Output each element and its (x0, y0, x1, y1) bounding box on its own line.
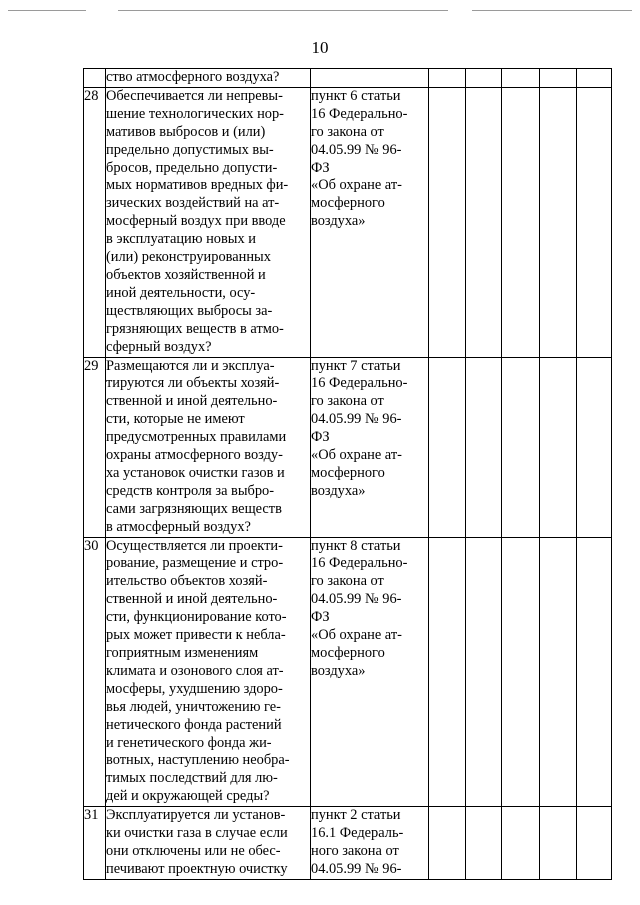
requirement-question (106, 69, 311, 88)
row-number: 31 (84, 807, 106, 880)
row-number: 28 (84, 87, 106, 357)
reference-line: пункт 7 статьи (311, 357, 401, 374)
requirements-table (83, 68, 612, 880)
answer-cell (540, 357, 577, 537)
question-line: предусмотренных правилами (106, 429, 287, 446)
question-line: рых может привести к небла- (106, 627, 286, 644)
reference-line: 04.05.99 № 96- (311, 411, 402, 428)
answer-cell (577, 357, 612, 537)
legal-reference (311, 537, 429, 807)
question-line: зических воздействий на ат- (106, 195, 280, 212)
header-rule-right (472, 10, 632, 11)
answer-cell (429, 69, 466, 88)
question-line: бросов, предельно допусти- (106, 159, 278, 176)
reference-line: пункт 8 статьи (311, 537, 401, 554)
question-line: в атмосферный воздух? (106, 518, 251, 535)
reference-line: го закона от (311, 123, 384, 140)
table-row (84, 807, 612, 880)
reference-line: мосферного (311, 195, 385, 212)
question-line: ство атмосферного воздуха? (106, 69, 280, 85)
question-line: ственной и иной деятельно- (106, 393, 278, 410)
answer-cell (466, 807, 502, 880)
answer-cell (429, 357, 466, 537)
question-line: ществляющих выбросы за- (106, 302, 273, 319)
answer-cell (429, 87, 466, 357)
row-number: 30 (84, 537, 106, 807)
question-line: грязняющих веществ в атмо- (106, 320, 284, 337)
question-line: они отключены или не обес- (106, 842, 281, 859)
reference-line: 04.05.99 № 96- (311, 860, 402, 877)
question-line: охраны атмосферного возду- (106, 447, 283, 464)
question-line: гоприятным изменениям (106, 645, 259, 661)
question-line: Осуществляется ли проекти- (106, 537, 283, 554)
answer-cell (540, 87, 577, 357)
question-line: сферный воздух? (106, 338, 212, 355)
question-line: Эксплуатируется ли установ- (106, 807, 286, 824)
table-row (84, 357, 612, 537)
answer-cell (540, 69, 577, 88)
question-line: шение технологических нор- (106, 105, 284, 122)
answer-cell (466, 69, 502, 88)
answer-cell (502, 87, 540, 357)
reference-line: «Об охране ат- (311, 627, 402, 644)
question-line: ха установок очистки газов и (106, 464, 285, 481)
answer-cell (540, 807, 577, 880)
question-line: нетического фонда растений (106, 716, 282, 733)
question-line: печивают проектную очистку (106, 860, 288, 877)
answer-cell (502, 69, 540, 88)
question-line: (или) реконструированных (106, 249, 271, 266)
question-line: тимых последствий для лю- (106, 770, 278, 787)
question-line: сти, которые не имеют (106, 411, 245, 428)
legal-reference (311, 87, 429, 357)
reference-line: ного закона от (311, 842, 399, 859)
answer-cell (577, 87, 612, 357)
legal-reference (311, 357, 429, 537)
question-line: Размещаются ли и эксплуа- (106, 357, 275, 374)
reference-line: ФЗ (311, 159, 330, 176)
question-line: средств контроля за выбро- (106, 482, 275, 499)
question-line: вотных, наступлению необра- (106, 752, 290, 769)
table-row (84, 537, 612, 807)
question-line: ительство объектов хозяй- (106, 573, 268, 590)
header-rule-left (8, 10, 86, 11)
answer-cell (466, 537, 502, 807)
question-line: мосферный воздух при вводе (106, 213, 286, 230)
answer-cell (577, 807, 612, 880)
question-line: мосферы, ухудшению здоро- (106, 680, 283, 697)
reference-line: мосферного (311, 464, 385, 481)
reference-line: 16 Федерально- (311, 105, 408, 122)
requirement-question (106, 357, 311, 537)
answer-cell (540, 537, 577, 807)
question-line: объектов хозяйственной и (106, 266, 266, 283)
row-number: 29 (84, 357, 106, 537)
question-line: в эксплуатацию новых и (106, 231, 256, 248)
reference-line: «Об охране ат- (311, 177, 402, 194)
header-rule-middle (118, 10, 448, 11)
row-number (84, 69, 106, 88)
requirement-question (106, 537, 311, 807)
answer-cell (502, 807, 540, 880)
question-line: сами загрязняющих веществ (106, 500, 282, 517)
answer-cell (466, 357, 502, 537)
reference-line: 16 Федерально- (311, 555, 408, 572)
reference-line: «Об охране ат- (311, 447, 402, 464)
table-row (84, 87, 612, 357)
answer-cell (577, 537, 612, 807)
reference-line: воздуха» (311, 662, 366, 679)
reference-line: го закона от (311, 573, 384, 590)
answer-cell (502, 357, 540, 537)
question-line: и генетического фонда жи- (106, 734, 272, 751)
question-line: мых нормативов вредных фи- (106, 177, 289, 194)
question-line: ки очистки газа в случае если (106, 825, 288, 842)
reference-line: воздуха» (311, 213, 366, 230)
question-line: ственной и иной деятельно- (106, 591, 278, 608)
question-line: сти, функционирование кото- (106, 609, 287, 626)
page-number: 10 (311, 38, 329, 57)
answer-cell (466, 87, 502, 357)
question-line: Обеспечивается ли непревы- (106, 87, 283, 104)
reference-line: пункт 6 статьи (311, 87, 401, 104)
reference-line: мосферного (311, 645, 385, 661)
legal-reference (311, 807, 429, 880)
answer-cell (502, 537, 540, 807)
table-row (84, 69, 612, 88)
reference-line: 04.05.99 № 96- (311, 141, 402, 158)
requirement-question (106, 807, 311, 880)
question-line: предельно допустимых вы- (106, 141, 274, 158)
reference-line: воздуха» (311, 482, 366, 499)
reference-line: 04.05.99 № 96- (311, 591, 402, 608)
answer-cell (429, 807, 466, 880)
answer-cell (577, 69, 612, 88)
answer-cell (429, 537, 466, 807)
question-line: иной деятельности, осу- (106, 284, 256, 301)
question-line: рование, размещение и стро- (106, 555, 284, 572)
table-body (84, 69, 612, 880)
question-line: вья людей, уничтожению ге- (106, 698, 281, 715)
question-line: климата и озонового слоя ат- (106, 662, 284, 679)
legal-reference (311, 69, 429, 88)
reference-line: ФЗ (311, 609, 330, 626)
question-line: дей и окружающей среды? (106, 788, 270, 805)
reference-line: ФЗ (311, 429, 330, 446)
reference-line: го закона от (311, 393, 384, 410)
question-line: тируются ли объекты хозяй- (106, 375, 280, 392)
reference-line: пункт 2 статьи (311, 807, 401, 824)
question-line: мативов выбросов и (или) (106, 123, 266, 140)
reference-line: 16.1 Федераль- (311, 825, 404, 842)
requirement-question (106, 87, 311, 357)
reference-line: 16 Федерально- (311, 375, 408, 392)
